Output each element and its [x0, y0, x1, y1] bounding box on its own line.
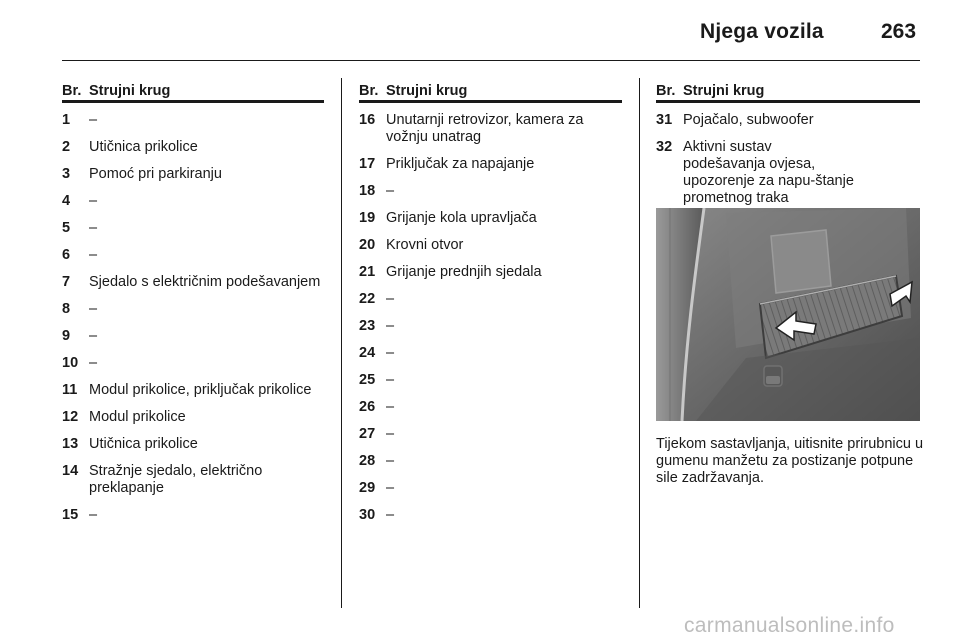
circuit-description: –: [89, 220, 98, 236]
fuse-number: 8: [62, 301, 71, 317]
table-header: [62, 83, 324, 100]
table-row: [62, 409, 324, 426]
circuit-description: –: [386, 318, 395, 334]
fuse-number: 15: [62, 507, 79, 523]
circuit-description: Pojačalo, subwoofer: [683, 112, 814, 128]
fuse-number: 26: [359, 399, 376, 415]
fuse-number: 23: [359, 318, 376, 334]
fuse-number: 9: [62, 328, 71, 344]
circuit-description: –: [89, 507, 98, 523]
fuse-number: 20: [359, 237, 376, 253]
circuit-description: –: [386, 399, 395, 415]
fuse-number: 13: [62, 436, 79, 452]
fuse-number: 6: [62, 247, 71, 263]
fuse-number: 29: [359, 480, 376, 496]
fuse-column-1: [62, 83, 324, 524]
circuit-description: –: [386, 345, 395, 361]
circuit-description: –: [386, 291, 395, 307]
table-row: [359, 210, 622, 227]
fuse-column-2: [359, 83, 622, 524]
header-circuit-label: Strujni krug: [89, 83, 171, 99]
fuse-number: 24: [359, 345, 376, 361]
circuit-description: –: [89, 193, 98, 209]
fuse-number: 4: [62, 193, 71, 209]
column-divider: [341, 78, 342, 608]
circuit-description: –: [386, 183, 395, 199]
table-row: [656, 112, 856, 129]
header-circuit-label: Strujni krug: [386, 83, 468, 99]
circuit-description: Pomoć pri parkiranju: [89, 166, 222, 182]
fuse-number: 32: [656, 139, 673, 155]
circuit-description: Sjedalo s električnim podešavanjem: [89, 274, 321, 290]
table-row: [62, 112, 324, 129]
circuit-description: Krovni otvor: [386, 237, 464, 253]
table-row: [359, 426, 622, 443]
fuse-number: 1: [62, 112, 71, 128]
table-row: [359, 507, 622, 524]
page-title: Njega vozila: [700, 20, 824, 43]
circuit-description: –: [89, 247, 98, 263]
fuse-number: 25: [359, 372, 376, 388]
fuse-number: 19: [359, 210, 376, 226]
circuit-description: Utičnica prikolice: [89, 436, 198, 452]
fuse-number: 16: [359, 112, 376, 128]
table-row: [359, 372, 622, 389]
circuit-description: –: [386, 507, 395, 523]
watermark: carmanualsonline.info: [684, 614, 895, 637]
table-row: [359, 318, 622, 335]
fuse-number: 10: [62, 355, 79, 371]
table-row: [359, 399, 622, 416]
table-row: [62, 507, 324, 524]
circuit-description: Modul prikolice, priključak prikolice: [89, 382, 312, 398]
circuit-description: –: [386, 426, 395, 442]
table-row: [359, 264, 622, 281]
fuse-list: [62, 112, 324, 524]
circuit-description: –: [89, 301, 98, 317]
circuit-description: –: [89, 328, 98, 344]
fuse-number: 22: [359, 291, 376, 307]
fuse-number: 30: [359, 507, 376, 523]
circuit-description: –: [386, 480, 395, 496]
table-header-rule: [656, 100, 920, 103]
column-divider: [639, 78, 640, 608]
table-row: [62, 382, 324, 399]
circuit-description: –: [386, 372, 395, 388]
table-header: [656, 83, 920, 100]
fuse-number: 31: [656, 112, 673, 128]
circuit-description: Aktivni sustav podešavanja ovjesa, upozorenje za napu-štanje prometnog traka: [683, 139, 854, 206]
table-row: [359, 480, 622, 497]
fuse-number: 12: [62, 409, 79, 425]
header-rule: [62, 60, 920, 61]
table-row: [62, 436, 324, 453]
circuit-description: –: [89, 355, 98, 371]
fuse-number: 18: [359, 183, 376, 199]
circuit-description: Grijanje kola upravljača: [386, 210, 537, 226]
caption: Tijekom sastavljanja, uitisnite prirubnicu u gumenu manžetu za postizanje potpune sile zadržavanja.: [656, 436, 924, 486]
fuse-box-cover-photo: [656, 208, 920, 421]
circuit-description: Unutarnji retrovizor, kamera za vožnju unatrag: [386, 112, 584, 145]
table-row: [62, 166, 324, 183]
table-row: [656, 139, 856, 207]
table-header-rule: [62, 100, 324, 103]
table-row: [62, 301, 324, 318]
table-row: [359, 237, 622, 254]
fuse-number: 5: [62, 220, 71, 236]
header-num-label: Br.: [656, 83, 676, 99]
fuse-list: [656, 112, 856, 207]
fuse-number: 11: [62, 382, 78, 398]
table-row: [62, 463, 324, 497]
table-row: [62, 193, 324, 210]
table-row: [359, 183, 622, 200]
fuse-number: 7: [62, 274, 71, 290]
table-row: [359, 112, 622, 146]
page-number: 263: [881, 20, 917, 43]
circuit-description: –: [386, 453, 395, 469]
fuse-number: 21: [359, 264, 376, 280]
table-header-rule: [359, 100, 622, 103]
circuit-description: Stražnje sjedalo, električno preklapanje: [89, 463, 263, 496]
header-num-label: Br.: [62, 83, 82, 99]
fuse-number: 28: [359, 453, 376, 469]
circuit-description: Modul prikolice: [89, 409, 186, 425]
header-num-label: Br.: [359, 83, 379, 99]
circuit-description: Utičnica prikolice: [89, 139, 198, 155]
table-row: [62, 355, 324, 372]
table-row: [62, 220, 324, 237]
fuse-column-3: [656, 83, 920, 207]
table-row: [359, 453, 622, 470]
table-row: [62, 247, 324, 264]
fuse-list: [359, 112, 622, 524]
circuit-description: Grijanje prednjih sjedala: [386, 264, 542, 280]
circuit-description: Priključak za napajanje: [386, 156, 535, 172]
table-header: [359, 83, 622, 100]
circuit-description: –: [89, 112, 98, 128]
table-row: [359, 345, 622, 362]
table-row: [62, 139, 324, 156]
fuse-number: 3: [62, 166, 71, 182]
table-row: [359, 291, 622, 308]
fuse-number: 2: [62, 139, 71, 155]
table-row: [62, 328, 324, 345]
fuse-number: 17: [359, 156, 376, 172]
table-row: [62, 274, 324, 291]
fuse-number: 14: [62, 463, 79, 479]
table-row: [359, 156, 622, 173]
fuse-number: 27: [359, 426, 376, 442]
header-circuit-label: Strujni krug: [683, 83, 765, 99]
